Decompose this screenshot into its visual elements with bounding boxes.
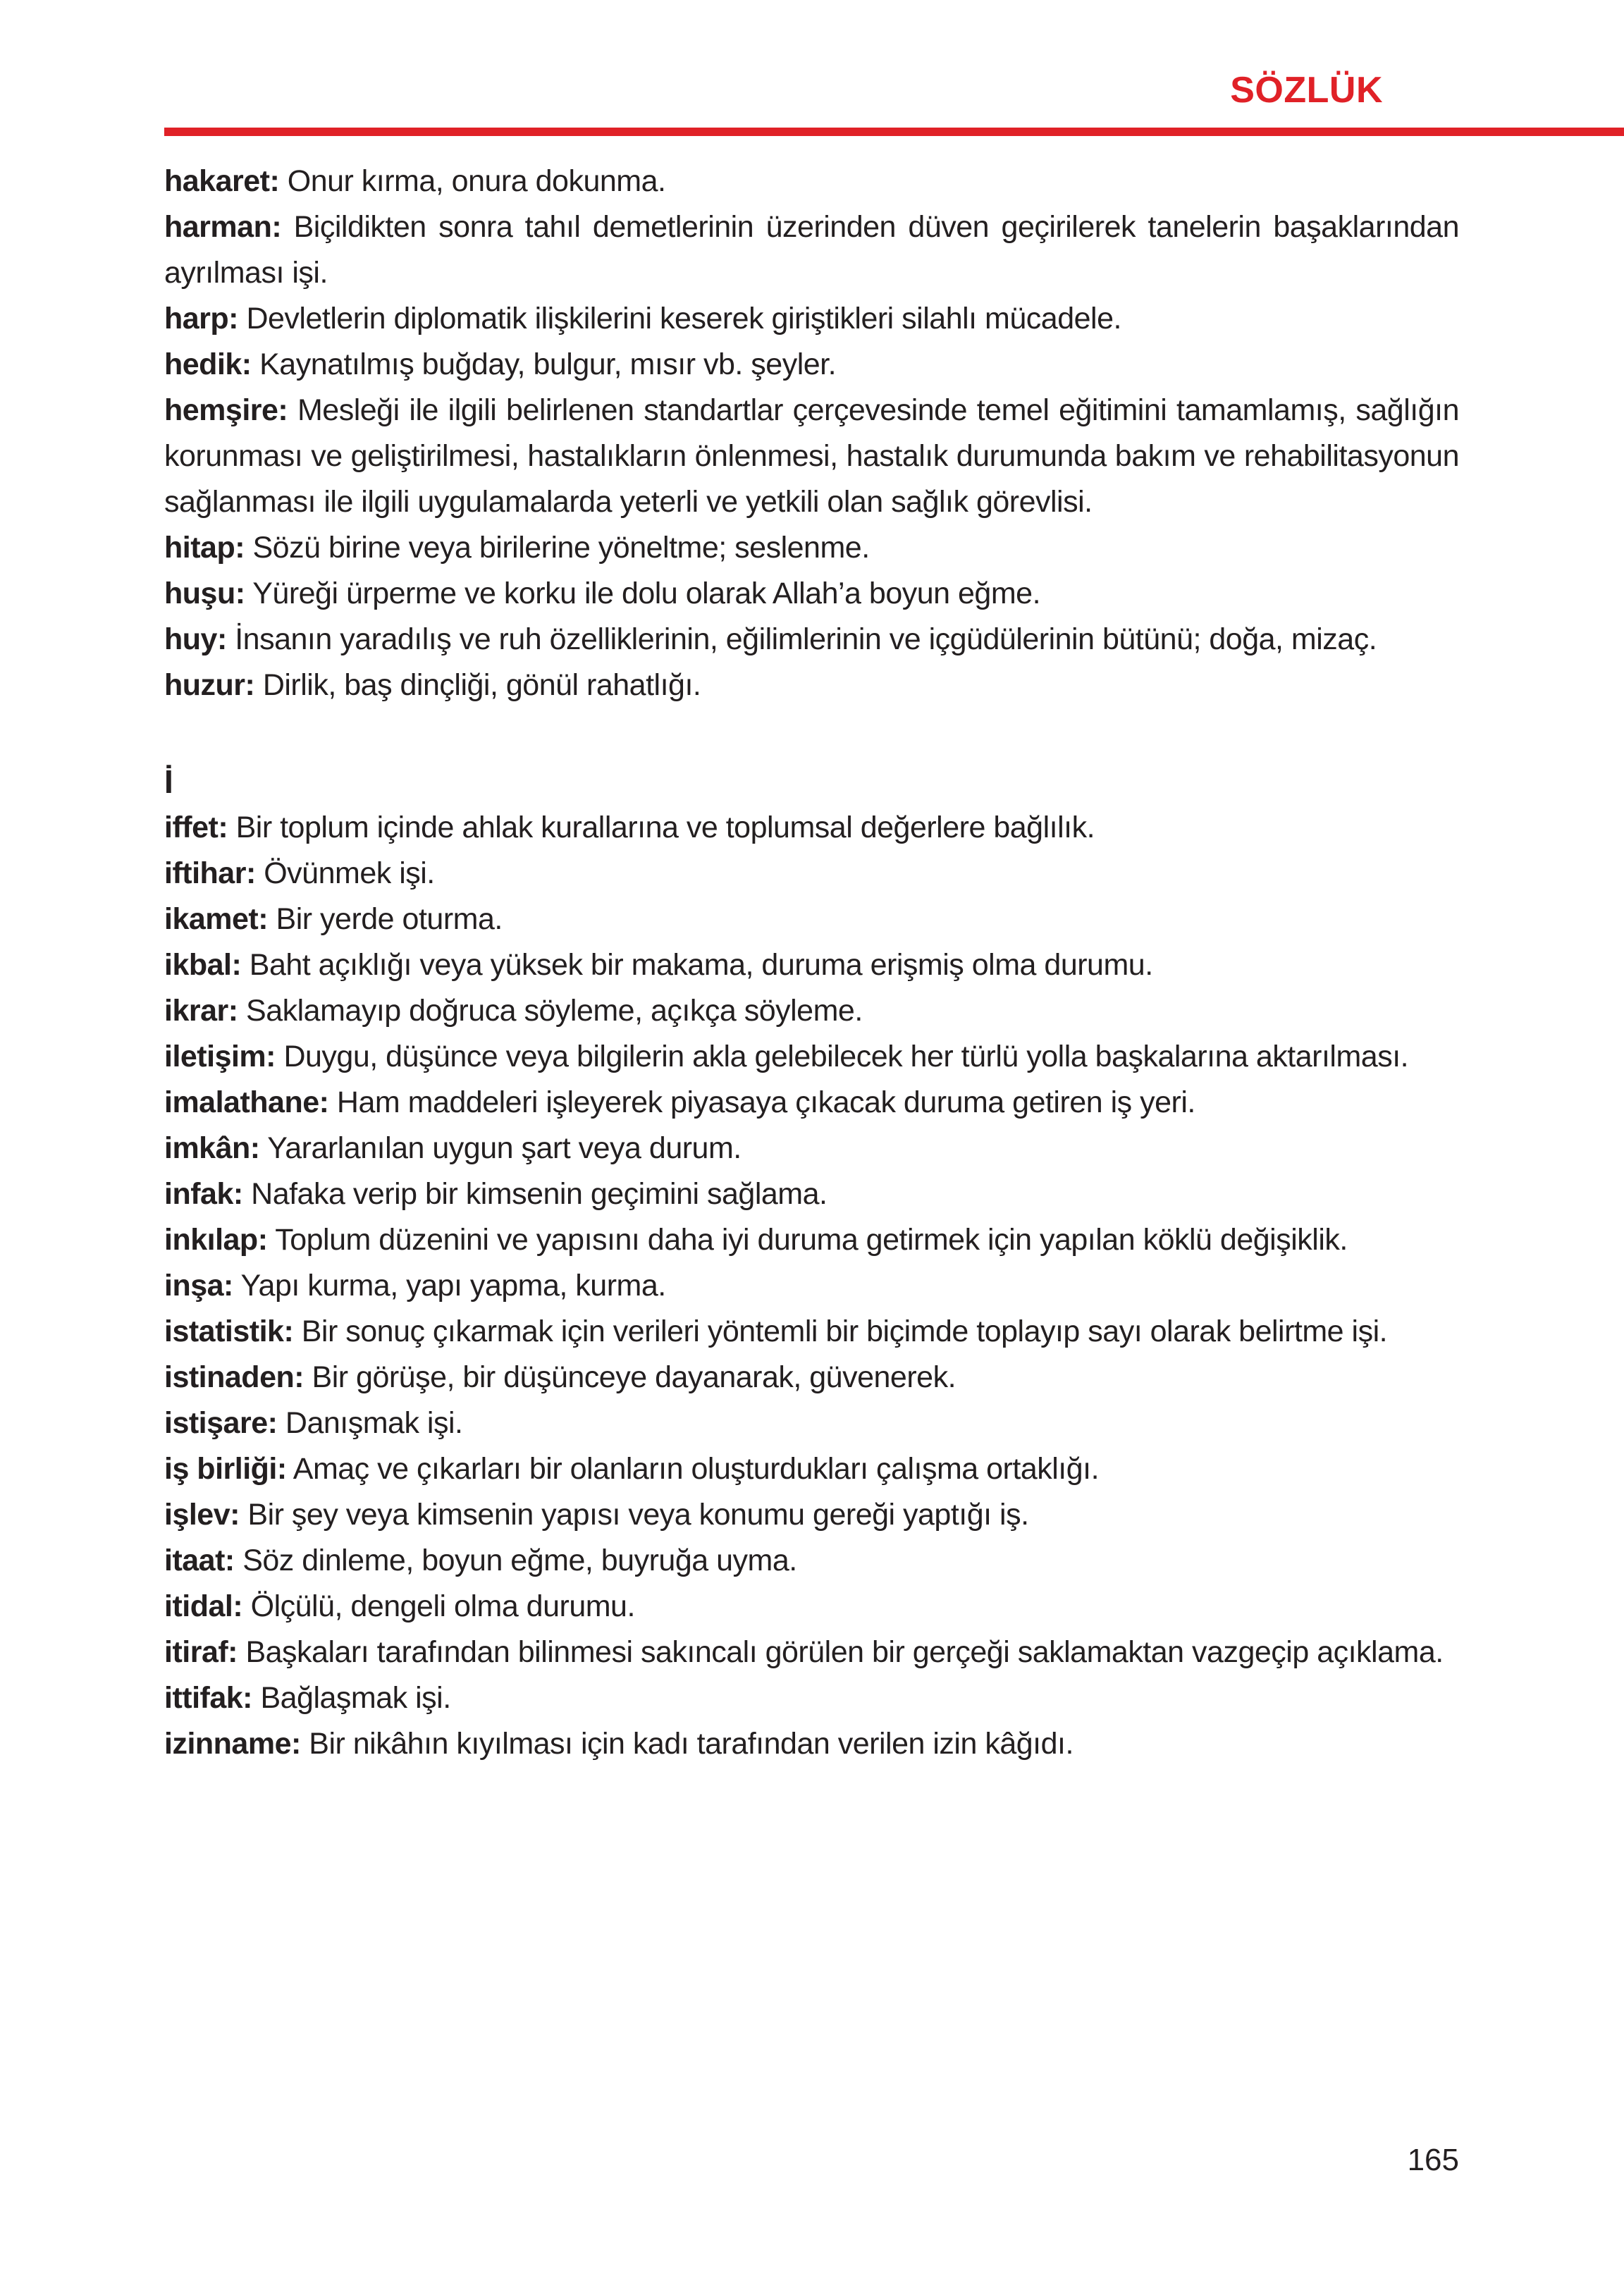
entry-definition: Kaynatılmış buğday, bulgur, mısır vb. şeyler. xyxy=(259,347,837,382)
entry-term: huzur: xyxy=(164,668,255,703)
entry-term: iletişim: xyxy=(164,1040,276,1074)
dict-entry xyxy=(164,204,1459,296)
entry-term: ikrar: xyxy=(164,994,238,1028)
dict-entry xyxy=(164,1126,1459,1171)
dict-entry xyxy=(164,1675,1459,1721)
entry-term: harp: xyxy=(164,302,238,336)
entry-term: ikbal: xyxy=(164,948,242,983)
entry-definition: Mesleği ile ilgili belirlenen standartlar çerçevesinde temel eğitimini tamamlamış, sağlığın korunması ve geliştirilmesi, hastalıkların önlenmesi, hastalık durumunda bakım ve rehabilitasyonun sağlanması ile ilgili uygulamalarda yeterli ve yetkili olan sağlık görevlisi. xyxy=(164,393,1459,519)
entry-definition: Bir sonuç çıkarmak için verileri yöntemli bir biçimde toplayıp sayı olarak belirtme işi. xyxy=(301,1315,1388,1349)
entry-term: istinaden: xyxy=(164,1360,304,1395)
dict-entry xyxy=(164,296,1459,342)
entry-definition: Bağlaşmak işi. xyxy=(260,1681,451,1716)
dict-entry xyxy=(164,342,1459,388)
dict-entry xyxy=(164,1034,1459,1080)
entry-term: huy: xyxy=(164,622,227,657)
entry-definition: Danışmak işi. xyxy=(285,1406,463,1441)
entry-term: işlev: xyxy=(164,1498,240,1532)
dict-entry xyxy=(164,1492,1459,1538)
section-h xyxy=(164,159,1459,708)
entry-definition: Duygu, düşünce veya bilgilerin akla gelebilecek her türlü yolla başkalarına aktarılması. xyxy=(283,1040,1409,1074)
entry-definition: Bir şey veya kimsenin yapısı veya konumu gereği yaptığı iş. xyxy=(247,1498,1029,1532)
entry-definition: Ölçülü, dengeli olma durumu. xyxy=(250,1589,635,1624)
entry-definition: Biçildikten sonra tahıl demetlerinin üzerinden düven geçirilerek tanelerin başaklarından ayrılması işi. xyxy=(164,210,1459,290)
dict-entry xyxy=(164,1401,1459,1446)
dict-entry xyxy=(164,1171,1459,1217)
entry-definition: Yararlanılan uygun şart veya durum. xyxy=(267,1131,742,1166)
entry-definition: Onur kırma, onura dokunma. xyxy=(287,164,666,199)
dict-entry xyxy=(164,159,1459,204)
dict-entry xyxy=(164,1309,1459,1355)
dict-entry xyxy=(164,805,1459,851)
entry-definition: Devletlerin diplomatik ilişkilerini keserek giriştikleri silahlı mücadele. xyxy=(246,302,1121,336)
page-header xyxy=(164,0,1459,136)
entry-definition: Sözü birine veya birilerine yöneltme; seslenme. xyxy=(252,531,870,565)
dict-entry xyxy=(164,1080,1459,1126)
dict-entry xyxy=(164,1355,1459,1401)
entry-term: itaat: xyxy=(164,1544,235,1578)
entry-term: itiraf: xyxy=(164,1635,238,1670)
dict-entry xyxy=(164,942,1459,988)
dict-entry xyxy=(164,1446,1459,1492)
dict-entry xyxy=(164,1217,1459,1263)
entry-term: huşu: xyxy=(164,577,245,611)
entry-definition: Bir nikâhın kıyılması için kadı tarafından verilen izin kâğıdı. xyxy=(309,1727,1074,1761)
entry-term: iftihar: xyxy=(164,856,256,891)
entry-term: harman: xyxy=(164,210,282,245)
entry-term: istatistik: xyxy=(164,1315,294,1349)
entry-term: ittifak: xyxy=(164,1681,252,1716)
entry-term: ikamet: xyxy=(164,902,269,937)
entry-definition: Söz dinleme, boyun eğme, buyruğa uyma. xyxy=(242,1544,797,1578)
entry-definition: Dirlik, baş dinçliği, gönül rahatlığı. xyxy=(262,668,701,703)
entry-definition: Bir yerde oturma. xyxy=(276,902,503,937)
entry-term: inkılap: xyxy=(164,1223,268,1257)
entry-definition: Bir toplum içinde ahlak kurallarına ve toplumsal değerlere bağlılık. xyxy=(235,811,1095,845)
entry-definition: Toplum düzenini ve yapısını daha iyi duruma getirmek için yapılan köklü değişiklik. xyxy=(275,1223,1348,1257)
dict-entry xyxy=(164,388,1459,525)
entry-definition: Baht açıklığı veya yüksek bir makama, duruma erişmiş olma durumu. xyxy=(249,948,1153,983)
entry-term: hakaret: xyxy=(164,164,280,199)
entry-term: hitap: xyxy=(164,531,245,565)
entry-definition: Başkaları tarafından bilinmesi sakıncalı görülen bir gerçeği saklamaktan vazgeçip açıklama. xyxy=(245,1635,1444,1670)
page-title: SÖZLÜK xyxy=(1230,70,1383,111)
entry-term: hemşire: xyxy=(164,393,288,428)
header-rule xyxy=(164,128,1624,136)
entry-term: iffet: xyxy=(164,811,228,845)
entry-definition: Yüreği ürperme ve korku ile dolu olarak Allah’a boyun eğme. xyxy=(252,577,1041,611)
dict-entry xyxy=(164,617,1459,663)
dict-entry xyxy=(164,525,1459,571)
entry-definition: Ham maddeleri işleyerek piyasaya çıkacak duruma getiren iş yeri. xyxy=(336,1085,1195,1120)
dict-entry xyxy=(164,1721,1459,1767)
glossary-content xyxy=(164,159,1459,1767)
page-number: 165 xyxy=(1407,2143,1459,2177)
dict-entry xyxy=(164,1630,1459,1675)
dict-entry xyxy=(164,571,1459,617)
dict-entry xyxy=(164,663,1459,708)
dict-entry xyxy=(164,851,1459,897)
entry-term: inşa: xyxy=(164,1269,233,1303)
entry-term: itidal: xyxy=(164,1589,243,1624)
entry-term: iş birliği: xyxy=(164,1452,287,1486)
entry-definition: Bir görüşe, bir düşünceye dayanarak, güvenerek. xyxy=(312,1360,956,1395)
entry-term: hedik: xyxy=(164,347,252,382)
entry-definition: Yapı kurma, yapı yapma, kurma. xyxy=(240,1269,666,1303)
entry-definition: Saklamayıp doğruca söyleme, açıkça söyleme. xyxy=(246,994,863,1028)
dict-entry xyxy=(164,988,1459,1034)
section-i xyxy=(164,759,1459,1767)
entry-term: izinname: xyxy=(164,1727,301,1761)
entry-term: imalathane: xyxy=(164,1085,329,1120)
dict-entry xyxy=(164,1263,1459,1309)
entry-term: istişare: xyxy=(164,1406,278,1441)
section-letter-heading: İ xyxy=(164,763,173,801)
entry-definition: Amaç ve çıkarları bir olanların oluşturdukları çalışma ortaklığı. xyxy=(293,1452,1100,1486)
entry-definition: İnsanın yaradılış ve ruh özelliklerinin, eğilimlerinin ve içgüdülerinin bütünü; doğa, mizaç. xyxy=(235,622,1377,657)
dict-entry xyxy=(164,897,1459,942)
entry-term: infak: xyxy=(164,1177,243,1212)
dict-entry xyxy=(164,1584,1459,1630)
entry-definition: Övünmek işi. xyxy=(264,856,435,891)
entry-term: imkân: xyxy=(164,1131,260,1166)
entry-definition: Nafaka verip bir kimsenin geçimini sağlama. xyxy=(251,1177,828,1212)
dict-entry xyxy=(164,1538,1459,1584)
